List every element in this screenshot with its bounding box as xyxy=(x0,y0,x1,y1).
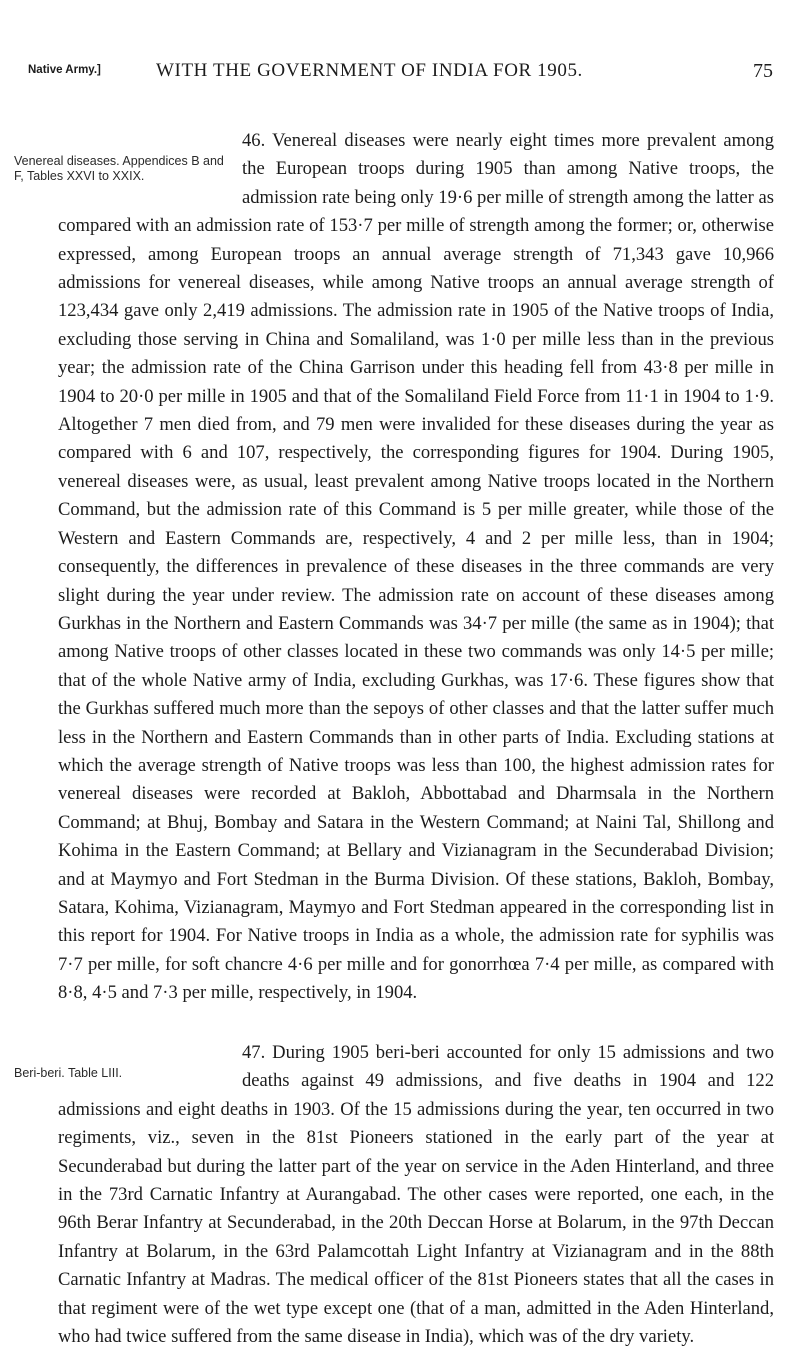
paragraph-47 xyxy=(14,1039,774,1351)
paragraph-number: 46. xyxy=(242,130,266,151)
paragraph-text: During 1905 beri-beri accounted for only 15 admissions and two deaths against 49 admissions, and five deaths in 1904 and 122 admissions and eight deaths in 1903. Of the 15 admissions during the year, ten occurred in two regiments, viz., seven in the 81st Pioneers stationed in the early part of the year at Secunderabad but during the latter part of the year on service in the Aden Hinterland, and three in the 73rd Carnatic Infantry at Aurangabad. The other cases were reported, one each, in the 96th Berar Infantry at Secunderabad, in the 20th Deccan Horse at Bolarum, in the 97th Deccan Infantry at Bolarum, in the 63rd Palamcottah Light Infantry at Vizianagram and in the 88th Carnatic Infantry at Madras. The medical officer of the 81st Pioneers states that all the cases in that regiment were of the wet type except one (that of a man, admitted in the Aden Hinterland, who had twice suffered from the same disease in India), which was of the dry variety. xyxy=(58,1042,774,1348)
paragraph-number: 47. xyxy=(242,1042,266,1063)
paragraph-46 xyxy=(14,127,774,1008)
sidenote-venereal-diseases: Venereal diseases. Appendices B and F, Tables XXVI to XXIX. xyxy=(14,154,224,183)
running-head-title: WITH THE GOVERNMENT OF INDIA FOR 1905. xyxy=(156,60,583,81)
page-number: 75 xyxy=(753,60,773,82)
sidenote-beri-beri: Beri-beri. Table LIII. xyxy=(14,1066,123,1080)
running-head-section: Native Army.] xyxy=(28,64,101,76)
paragraph-text: Venereal diseases were nearly eight times more prevalent among the European troops during 1905 than among Native troops, the admission rate being only 19·6 per mille of strength among the latter as compared with an admission rate of 153·7 per mille of strength among the former; or, otherwise expressed, among European troops an annual average strength of 71,343 gave 10,966 admissions for venereal diseases, while among Native troops an annual average strength of 123,434 gave only 2,419 admissions. The admission rate in 1905 of the Native troops of India, excluding those serving in China and Somaliland, was 1·0 per mille less than in the previous year; the admission rate of the China Garrison under this heading fell from 43·8 per mille in 1904 to 20·0 per mille in 1905 and that of the Somaliland Field Force from 11·1 in 1904 to 1·9. Altogether 7 men died from, and 79 men were invalided for these diseases during the year as compared with 6 and 107, respectively, the corresponding figures for 1904. During 1905, venereal diseases were, as usual, least prevalent among Native troops located in the Northern Command, but the admission rate of this Command is 5 per mille greater, while those of the Western and Eastern Commands are, respectively, 4 and 2 per mille less, than in 1904; consequently, the differences in prevalence of these diseases in the three commands are very slight during the year under review. The admission rate on account of these diseases among Gurkhas in the Northern and Eastern Commands was 34·7 per mille (the same as in 1904); that among Native troops of other classes located in these two commands was only 14·5 per mille; that of the whole Native army of India, excluding Gurkhas, was 17·6. These figures show that the Gurkhas suffered much more than the sepoys of other classes and that the latter suffer much less in the Northern and Eastern Commands than in other parts of India. Excluding stations at which the average strength of Native troops was less than 100, the highest admission rates for venereal diseases were recorded at Bakloh, Abbottabad and Dharmsala in the Northern Command; at Bhuj, Bombay and Satara in the Western Command; at Naini Tal, Shillong and Kohima in the Eastern Command; at Bellary and Vizianagram in the Secunderabad Division; and at Maymyo and Fort Stedman in the Burma Division. Of these stations, Bakloh, Bombay, Satara, Kohima, Vizianagram, Maymyo and Fort Stedman appeared in the corresponding list in this report for 1904. For Native troops in India as a whole, the admission rate for syphilis was 7·7 per mille, for soft chancre 4·6 per mille and for gonorrhœa 7·4 per mille, as compared with 8·8, 4·5 and 7·3 per mille, respectively, in 1904. xyxy=(58,130,774,1004)
running-head xyxy=(28,60,773,90)
